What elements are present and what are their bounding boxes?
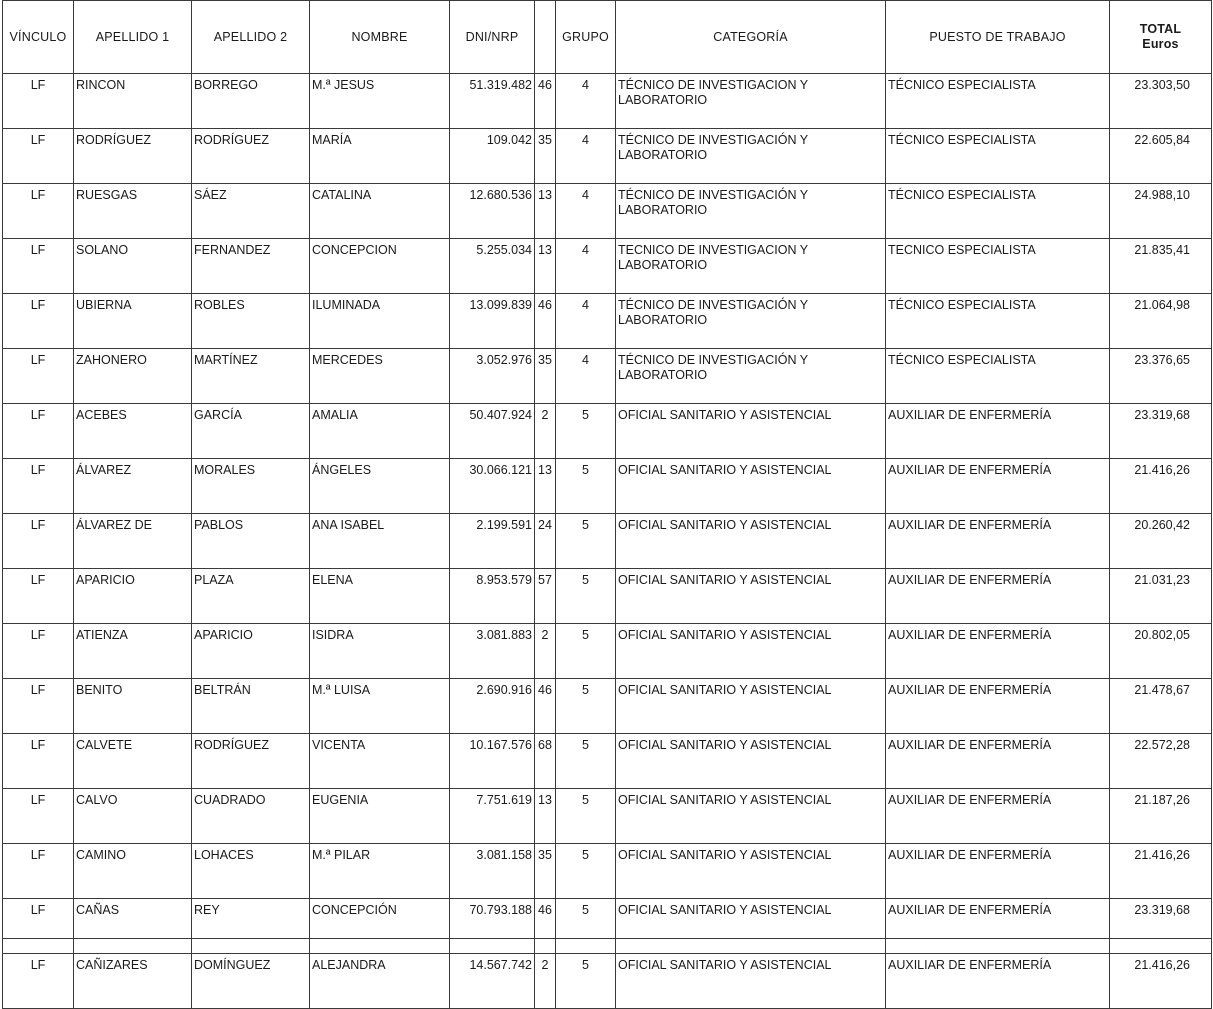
table-row: [3, 789, 1212, 844]
cell-total: 22.572,28: [1110, 734, 1212, 789]
cell-categoria: TÉCNICO DE INVESTIGACIÓN Y LABORATORIO: [616, 129, 886, 184]
cell-nombre: ÁNGELES: [310, 459, 450, 514]
cell-apellido-2: MORALES: [192, 459, 310, 514]
table-row: [3, 734, 1212, 789]
cell-dni-nrp: 7.751.619: [450, 789, 535, 844]
cell-vinculo: LF: [3, 844, 74, 899]
table-row: [3, 844, 1212, 899]
cell-nombre: M.ª PILAR: [310, 844, 450, 899]
cell-grupo: 5: [556, 844, 616, 899]
cell-code: 46: [535, 74, 556, 129]
cell-categoria: OFICIAL SANITARIO Y ASISTENCIAL: [616, 954, 886, 1009]
cell-apellido-1: CAMINO: [74, 844, 192, 899]
cell-grupo: 5: [556, 734, 616, 789]
cell-nombre: M.ª LUISA: [310, 679, 450, 734]
cell-apellido-2: DOMÍNGUEZ: [192, 954, 310, 1009]
cell-categoria: TECNICO DE INVESTIGACION Y LABORATORIO: [616, 239, 886, 294]
cell-dni-nrp: 3.052.976: [450, 349, 535, 404]
table-row: [3, 239, 1212, 294]
cell-apellido-2: PABLOS: [192, 514, 310, 569]
cell-apellido-1: ÁLVAREZ: [74, 459, 192, 514]
cell-vinculo: LF: [3, 129, 74, 184]
cell-total: 21.187,26: [1110, 789, 1212, 844]
cell-dni-nrp: 14.567.742: [450, 954, 535, 1009]
cell-apellido-2: LOHACES: [192, 844, 310, 899]
header-apellido-2: APELLIDO 2: [192, 1, 310, 74]
cell-dni-nrp: 3.081.158: [450, 844, 535, 899]
table-row: [3, 184, 1212, 239]
cell-nombre: CONCEPCIÓN: [310, 899, 450, 954]
cell-total: 23.319,68: [1110, 899, 1212, 954]
cell-categoria: TÉCNICO DE INVESTIGACIÓN Y LABORATORIO: [616, 294, 886, 349]
header-total-label: TOTAL: [1139, 22, 1182, 36]
cell-dni-nrp: 109.042: [450, 129, 535, 184]
cell-puesto-de-trabajo: AUXILIAR DE ENFERMERÍA: [886, 679, 1110, 734]
cell-apellido-1: ÁLVAREZ DE: [74, 514, 192, 569]
cell-code: 46: [535, 899, 556, 954]
table-row: [3, 349, 1212, 404]
cell-puesto-de-trabajo: TÉCNICO ESPECIALISTA: [886, 349, 1110, 404]
cell-grupo: 5: [556, 404, 616, 459]
cell-total: 23.376,65: [1110, 349, 1212, 404]
header-apellido-1: APELLIDO 1: [74, 1, 192, 74]
header-grupo: GRUPO: [556, 1, 616, 74]
cell-grupo: 4: [556, 239, 616, 294]
cell-code: 13: [535, 184, 556, 239]
cell-apellido-2: FERNANDEZ: [192, 239, 310, 294]
cell-grupo: 5: [556, 954, 616, 1009]
cell-vinculo: LF: [3, 294, 74, 349]
cell-apellido-2: RODRÍGUEZ: [192, 734, 310, 789]
cell-code: 13: [535, 789, 556, 844]
cell-puesto-de-trabajo: AUXILIAR DE ENFERMERÍA: [886, 789, 1110, 844]
header-total-unit: Euros: [1142, 37, 1179, 51]
bottom-rule: [2, 938, 1211, 939]
cell-code: 35: [535, 349, 556, 404]
cell-grupo: 5: [556, 569, 616, 624]
cell-categoria: OFICIAL SANITARIO Y ASISTENCIAL: [616, 679, 886, 734]
cell-total: 21.416,26: [1110, 844, 1212, 899]
cell-categoria: OFICIAL SANITARIO Y ASISTENCIAL: [616, 459, 886, 514]
cell-categoria: TÉCNICO DE INVESTIGACION Y LABORATORIO: [616, 74, 886, 129]
cell-nombre: AMALIA: [310, 404, 450, 459]
cell-nombre: CONCEPCION: [310, 239, 450, 294]
table-row: [3, 514, 1212, 569]
cell-apellido-2: GARCÍA: [192, 404, 310, 459]
table-row: [3, 459, 1212, 514]
cell-puesto-de-trabajo: AUXILIAR DE ENFERMERÍA: [886, 899, 1110, 954]
cell-vinculo: LF: [3, 569, 74, 624]
cell-apellido-2: PLAZA: [192, 569, 310, 624]
cell-vinculo: LF: [3, 789, 74, 844]
cell-total: 21.416,26: [1110, 954, 1212, 1009]
cell-grupo: 4: [556, 349, 616, 404]
cell-nombre: ELENA: [310, 569, 450, 624]
cell-puesto-de-trabajo: AUXILIAR DE ENFERMERÍA: [886, 624, 1110, 679]
cell-grupo: 5: [556, 789, 616, 844]
cell-total: 20.260,42: [1110, 514, 1212, 569]
table-row: [3, 899, 1212, 954]
header-total: [1110, 1, 1212, 74]
cell-code: 2: [535, 954, 556, 1009]
table-row: [3, 954, 1212, 1009]
cell-grupo: 5: [556, 679, 616, 734]
cell-dni-nrp: 2.199.591: [450, 514, 535, 569]
cell-categoria: OFICIAL SANITARIO Y ASISTENCIAL: [616, 844, 886, 899]
header-code: [535, 1, 556, 74]
cell-vinculo: LF: [3, 514, 74, 569]
cell-puesto-de-trabajo: TÉCNICO ESPECIALISTA: [886, 184, 1110, 239]
cell-total: 21.416,26: [1110, 459, 1212, 514]
cell-puesto-de-trabajo: AUXILIAR DE ENFERMERÍA: [886, 734, 1110, 789]
cell-grupo: 4: [556, 184, 616, 239]
cell-total: 23.303,50: [1110, 74, 1212, 129]
header-nombre: NOMBRE: [310, 1, 450, 74]
cell-nombre: M.ª JESUS: [310, 74, 450, 129]
cell-nombre: ALEJANDRA: [310, 954, 450, 1009]
cell-grupo: 4: [556, 74, 616, 129]
cell-apellido-2: MARTÍNEZ: [192, 349, 310, 404]
staff-roster-sheet: [2, 0, 1211, 1009]
cell-grupo: 5: [556, 514, 616, 569]
cell-total: 23.319,68: [1110, 404, 1212, 459]
cell-nombre: ILUMINADA: [310, 294, 450, 349]
cell-apellido-2: CUADRADO: [192, 789, 310, 844]
cell-code: 24: [535, 514, 556, 569]
cell-vinculo: LF: [3, 679, 74, 734]
cell-puesto-de-trabajo: TÉCNICO ESPECIALISTA: [886, 294, 1110, 349]
table-row: [3, 74, 1212, 129]
cell-apellido-1: APARICIO: [74, 569, 192, 624]
cell-apellido-1: RODRÍGUEZ: [74, 129, 192, 184]
cell-code: 13: [535, 239, 556, 294]
cell-total: 21.835,41: [1110, 239, 1212, 294]
header-categoria: CATEGORÍA: [616, 1, 886, 74]
cell-puesto-de-trabajo: TECNICO ESPECIALISTA: [886, 239, 1110, 294]
cell-code: 46: [535, 679, 556, 734]
cell-apellido-2: REY: [192, 899, 310, 954]
cell-puesto-de-trabajo: AUXILIAR DE ENFERMERÍA: [886, 844, 1110, 899]
cell-total: 24.988,10: [1110, 184, 1212, 239]
cell-apellido-1: SOLANO: [74, 239, 192, 294]
cell-apellido-1: CALVO: [74, 789, 192, 844]
cell-dni-nrp: 50.407.924: [450, 404, 535, 459]
cell-vinculo: LF: [3, 624, 74, 679]
cell-vinculo: LF: [3, 404, 74, 459]
header-vinculo: VÍNCULO: [3, 1, 74, 74]
cell-code: 13: [535, 459, 556, 514]
table-row: [3, 294, 1212, 349]
cell-categoria: OFICIAL SANITARIO Y ASISTENCIAL: [616, 624, 886, 679]
cell-vinculo: LF: [3, 349, 74, 404]
cell-dni-nrp: 13.099.839: [450, 294, 535, 349]
cell-dni-nrp: 10.167.576: [450, 734, 535, 789]
cell-dni-nrp: 3.081.883: [450, 624, 535, 679]
header-puesto-de-trabajo: PUESTO DE TRABAJO: [886, 1, 1110, 74]
cell-dni-nrp: 30.066.121: [450, 459, 535, 514]
cell-puesto-de-trabajo: AUXILIAR DE ENFERMERÍA: [886, 404, 1110, 459]
cell-total: 22.605,84: [1110, 129, 1212, 184]
cell-puesto-de-trabajo: AUXILIAR DE ENFERMERÍA: [886, 954, 1110, 1009]
cell-apellido-1: UBIERNA: [74, 294, 192, 349]
cell-apellido-1: CAÑIZARES: [74, 954, 192, 1009]
cell-apellido-1: ATIENZA: [74, 624, 192, 679]
cell-categoria: OFICIAL SANITARIO Y ASISTENCIAL: [616, 789, 886, 844]
cell-apellido-1: ACEBES: [74, 404, 192, 459]
cell-apellido-2: BORREGO: [192, 74, 310, 129]
cell-apellido-1: CAÑAS: [74, 899, 192, 954]
cell-vinculo: LF: [3, 734, 74, 789]
cell-grupo: 5: [556, 624, 616, 679]
cell-total: 21.478,67: [1110, 679, 1212, 734]
cell-nombre: CATALINA: [310, 184, 450, 239]
cell-vinculo: LF: [3, 954, 74, 1009]
header-dni-nrp: DNI/NRP: [450, 1, 535, 74]
cell-categoria: OFICIAL SANITARIO Y ASISTENCIAL: [616, 404, 886, 459]
cell-categoria: TÉCNICO DE INVESTIGACIÓN Y LABORATORIO: [616, 184, 886, 239]
cell-nombre: VICENTA: [310, 734, 450, 789]
cell-vinculo: LF: [3, 459, 74, 514]
cell-nombre: EUGENIA: [310, 789, 450, 844]
cell-puesto-de-trabajo: AUXILIAR DE ENFERMERÍA: [886, 514, 1110, 569]
cell-apellido-2: RODRÍGUEZ: [192, 129, 310, 184]
cell-dni-nrp: 5.255.034: [450, 239, 535, 294]
table-row: [3, 404, 1212, 459]
cell-apellido-1: RUESGAS: [74, 184, 192, 239]
table-row: [3, 624, 1212, 679]
cell-apellido-2: BELTRÁN: [192, 679, 310, 734]
table-row: [3, 129, 1212, 184]
cell-grupo: 4: [556, 129, 616, 184]
cell-vinculo: LF: [3, 239, 74, 294]
staff-roster-table: [2, 0, 1212, 1009]
cell-apellido-2: SÁEZ: [192, 184, 310, 239]
cell-puesto-de-trabajo: AUXILIAR DE ENFERMERÍA: [886, 459, 1110, 514]
cell-grupo: 4: [556, 294, 616, 349]
cell-nombre: ISIDRA: [310, 624, 450, 679]
cell-nombre: ANA ISABEL: [310, 514, 450, 569]
cell-grupo: 5: [556, 899, 616, 954]
cell-categoria: TÉCNICO DE INVESTIGACIÓN Y LABORATORIO: [616, 349, 886, 404]
cell-total: 20.802,05: [1110, 624, 1212, 679]
cell-dni-nrp: 12.680.536: [450, 184, 535, 239]
cell-nombre: MARÍA: [310, 129, 450, 184]
cell-dni-nrp: 51.319.482: [450, 74, 535, 129]
cell-categoria: OFICIAL SANITARIO Y ASISTENCIAL: [616, 569, 886, 624]
cell-categoria: OFICIAL SANITARIO Y ASISTENCIAL: [616, 899, 886, 954]
cell-vinculo: LF: [3, 184, 74, 239]
cell-apellido-2: APARICIO: [192, 624, 310, 679]
cell-categoria: OFICIAL SANITARIO Y ASISTENCIAL: [616, 734, 886, 789]
cell-dni-nrp: 2.690.916: [450, 679, 535, 734]
cell-code: 2: [535, 624, 556, 679]
cell-code: 35: [535, 129, 556, 184]
cell-total: 21.031,23: [1110, 569, 1212, 624]
cell-puesto-de-trabajo: AUXILIAR DE ENFERMERÍA: [886, 569, 1110, 624]
cell-grupo: 5: [556, 459, 616, 514]
cell-apellido-1: BENITO: [74, 679, 192, 734]
cell-dni-nrp: 8.953.579: [450, 569, 535, 624]
cell-dni-nrp: 70.793.188: [450, 899, 535, 954]
cell-apellido-1: RINCON: [74, 74, 192, 129]
cell-code: 2: [535, 404, 556, 459]
cell-code: 35: [535, 844, 556, 899]
cell-total: 21.064,98: [1110, 294, 1212, 349]
cell-puesto-de-trabajo: TÉCNICO ESPECIALISTA: [886, 74, 1110, 129]
cell-code: 46: [535, 294, 556, 349]
cell-code: 68: [535, 734, 556, 789]
cell-apellido-1: CALVETE: [74, 734, 192, 789]
cell-nombre: MERCEDES: [310, 349, 450, 404]
roster-body: [3, 74, 1212, 1009]
cell-vinculo: LF: [3, 899, 74, 954]
cell-puesto-de-trabajo: TÉCNICO ESPECIALISTA: [886, 129, 1110, 184]
header-row: [3, 1, 1212, 74]
table-row: [3, 569, 1212, 624]
cell-categoria: OFICIAL SANITARIO Y ASISTENCIAL: [616, 514, 886, 569]
cell-apellido-2: ROBLES: [192, 294, 310, 349]
table-row: [3, 679, 1212, 734]
cell-apellido-1: ZAHONERO: [74, 349, 192, 404]
cell-code: 57: [535, 569, 556, 624]
cell-vinculo: LF: [3, 74, 74, 129]
